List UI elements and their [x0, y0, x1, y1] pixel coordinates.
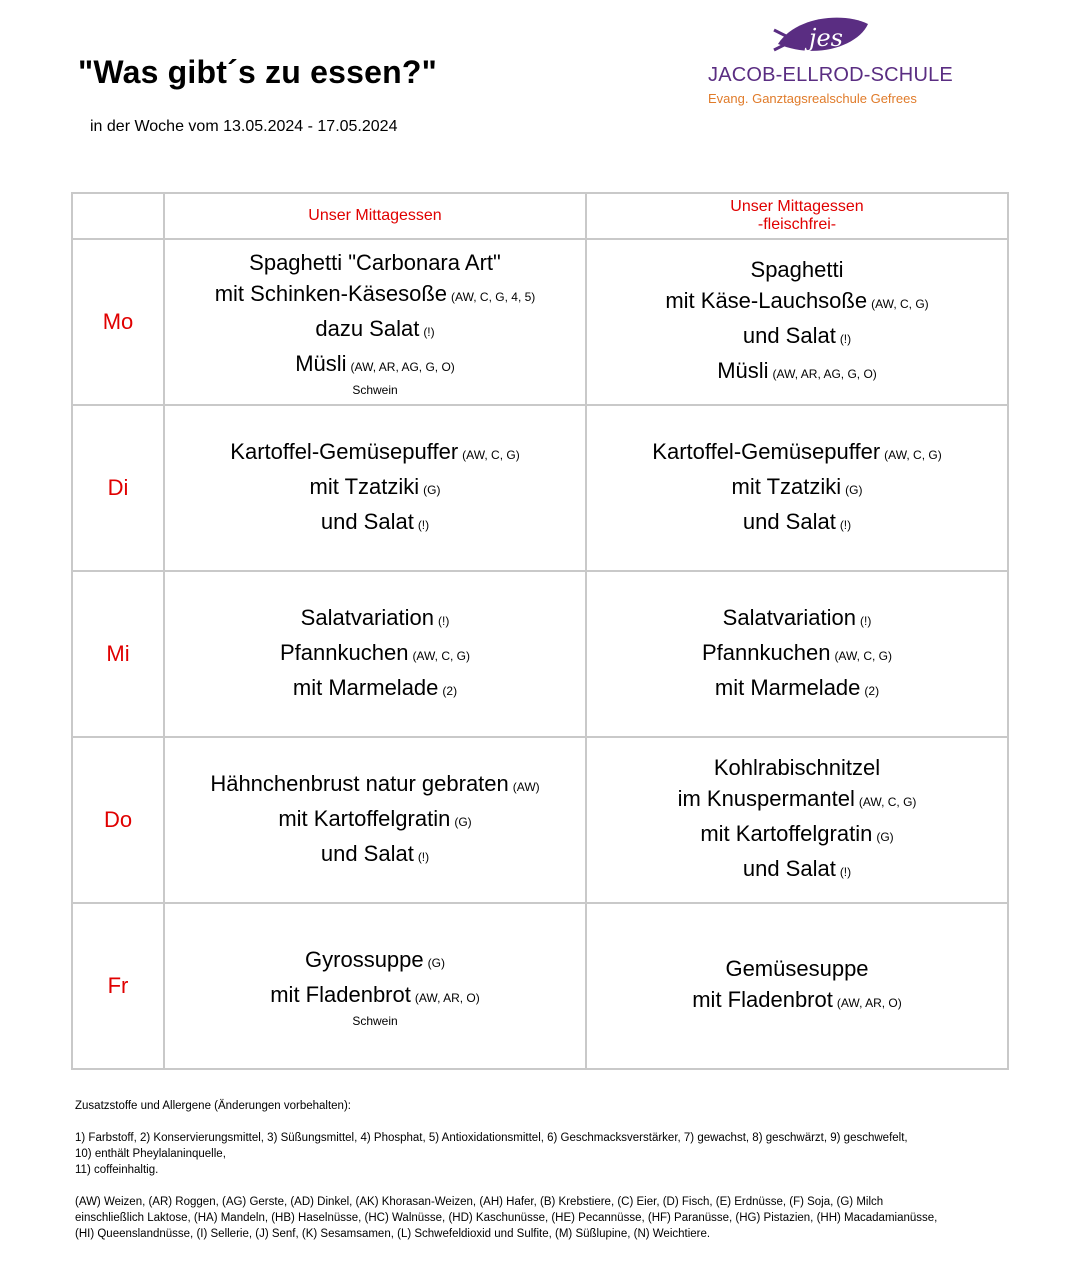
- menu-line: [587, 752, 1007, 783]
- school-name: JACOB-ELLROD-SCHULE: [708, 64, 953, 86]
- menu-line: [165, 637, 585, 672]
- menu-line: [165, 278, 585, 313]
- day-name: Do: [72, 737, 164, 903]
- dish-text: mit Marmelade: [292, 674, 439, 700]
- menu-line: [587, 637, 1007, 672]
- dish-text: Gyrossuppe: [305, 947, 424, 972]
- menu2-cell: [586, 737, 1008, 903]
- allergen-codes: (2): [442, 683, 458, 698]
- allergen-codes: (G): [454, 814, 472, 829]
- allergen-codes: (!): [839, 865, 852, 879]
- school-logo: [700, 14, 960, 114]
- allergen-codes: (AW, C, G): [871, 297, 929, 311]
- page-title: "Was gibt´s zu essen?": [78, 54, 437, 90]
- menu-line: [587, 471, 1007, 506]
- menu-line: [587, 783, 1007, 818]
- menu2-cell: [586, 903, 1008, 1069]
- menu-line: [165, 838, 585, 873]
- allergen-codes: (!): [839, 517, 852, 532]
- day-name: Di: [72, 405, 164, 571]
- dish-text: mit Fladenbrot: [692, 987, 833, 1012]
- legend: [75, 1098, 1015, 1242]
- menu-line: [165, 979, 585, 1014]
- week-range: in der Woche vom 13.05.2024 - 17.05.2024: [90, 118, 398, 135]
- meat-note: Schwein: [352, 1014, 398, 1028]
- dish-text: Pfannkuchen: [280, 639, 409, 665]
- dish-text: mit Fladenbrot: [270, 982, 411, 1007]
- menu-line: [587, 853, 1007, 888]
- allergen-codes: (G): [423, 482, 441, 497]
- menu-line: [587, 506, 1007, 541]
- allergen-codes: (!): [417, 517, 430, 532]
- menu-line: [165, 348, 585, 383]
- allergen-codes: (G): [845, 482, 863, 497]
- dish-text: mit Käse-Lauchsoße: [665, 288, 868, 313]
- allergen-codes: (!): [417, 849, 430, 864]
- dish-text: und Salat: [320, 840, 414, 866]
- header-menu2: [586, 193, 1008, 239]
- day-row: [72, 405, 1008, 571]
- menu-line: [165, 672, 585, 707]
- menu-line: [587, 953, 1007, 984]
- menu2-cell: [586, 571, 1008, 737]
- dish-text: und Salat: [742, 323, 836, 348]
- legend-additives-2: 10) enthält Pheylalaninquelle,: [75, 1148, 226, 1160]
- menu-line: [587, 320, 1007, 355]
- menu-line: [165, 803, 585, 838]
- dish-text: Salatvariation: [300, 604, 434, 630]
- allergen-codes: (AW, AR, AG, G, O): [350, 360, 455, 374]
- logo-mark: jes: [809, 24, 843, 52]
- menu-line: [165, 247, 585, 278]
- menu1-cell: [164, 903, 586, 1069]
- menu-line: [587, 672, 1007, 707]
- allergen-codes: (AW, AR, O): [836, 996, 902, 1010]
- menu1-cell: [164, 239, 586, 405]
- dish-text: und Salat: [742, 508, 836, 534]
- fish-logo-icon: [772, 14, 872, 60]
- menu-line: [165, 471, 585, 506]
- header-menu1-label: Unser Mittagessen: [308, 207, 442, 224]
- menu-line: [587, 436, 1007, 471]
- allergen-codes: (AW, C, G): [834, 648, 892, 663]
- dish-text: Kohlrabischnitzel: [713, 755, 881, 780]
- day-name: Mo: [72, 239, 164, 405]
- menu-line: [587, 984, 1007, 1019]
- allergen-codes: (G): [427, 956, 445, 970]
- dish-text: Müsli: [295, 351, 347, 376]
- allergen-codes: (AW, C, G): [412, 648, 470, 663]
- menu-line: [587, 602, 1007, 637]
- menu-line: [165, 768, 585, 803]
- allergen-codes: (AW, AR, AG, G, O): [772, 367, 877, 381]
- menu1-cell: [164, 571, 586, 737]
- legend-additives-3: 11) coffeinhaltig.: [75, 1164, 159, 1176]
- header-row: [72, 193, 1008, 239]
- menu1-cell: [164, 405, 586, 571]
- allergen-codes: (!): [839, 332, 852, 346]
- dish-text: dazu Salat: [315, 316, 420, 341]
- legend-additives-1: 1) Farbstoff, 2) Konservierungsmittel, 3) Süßungsmittel, 4) Phosphat, 5) Antioxidationsmittel, 6) Geschmacksverstärker, 7) gewachst, 8) geschwärzt, 9) geschwefelt,: [75, 1132, 908, 1144]
- allergen-codes: (!): [437, 613, 450, 628]
- day-name: Fr: [72, 903, 164, 1069]
- allergen-codes: (AW, C, G): [858, 795, 917, 809]
- menu-line: [587, 285, 1007, 320]
- day-row: [72, 737, 1008, 903]
- dish-text: Kartoffel-Gemüsepuffer: [230, 438, 459, 464]
- menu-table: [71, 192, 1009, 1070]
- dish-text: Kartoffel-Gemüsepuffer: [652, 438, 881, 464]
- header-menu2-sublabel: -fleischfrei-: [757, 216, 837, 233]
- allergen-codes: (!): [423, 325, 435, 339]
- day-row: [72, 571, 1008, 737]
- menu-line: [587, 355, 1007, 390]
- allergen-codes: (!): [859, 613, 872, 628]
- legend-heading: Zusatzstoffe und Allergene (Änderungen vorbehalten):: [75, 1100, 351, 1112]
- dish-text: mit Kartoffelgratin: [700, 821, 873, 846]
- menu1-cell: [164, 737, 586, 903]
- school-subtitle: Evang. Ganztagsrealschule Gefrees: [708, 91, 917, 106]
- day-row: [72, 239, 1008, 405]
- allergen-codes: (AW, C, G): [884, 447, 942, 462]
- menu-line: [165, 506, 585, 541]
- menu2-cell: [586, 405, 1008, 571]
- dish-text: Müsli: [717, 358, 769, 383]
- allergen-codes: (AW, AR, O): [414, 991, 480, 1005]
- dish-text: Salatvariation: [722, 604, 856, 630]
- dish-text: und Salat: [742, 856, 836, 881]
- legend-allergens-1: (AW) Weizen, (AR) Roggen, (AG) Gerste, (AD) Dinkel, (AK) Khorasan-Weizen, (AH) Hafer, (B) Krebstiere, (C) Eier, (D) Fisch, (E) Erdnüsse, (F) Soja, (G) Milch: [75, 1196, 884, 1208]
- dish-text: mit Schinken-Käsesoße: [214, 281, 448, 306]
- dish-text: Hähnchenbrust natur gebraten: [210, 770, 509, 796]
- header-day-cell: [72, 193, 164, 239]
- allergen-codes: (G): [876, 830, 894, 844]
- dish-text: und Salat: [320, 508, 414, 534]
- menu-line: [165, 313, 585, 348]
- dish-text: im Knuspermantel: [677, 786, 855, 811]
- menu-line: [587, 254, 1007, 285]
- dish-text: Spaghetti: [750, 257, 844, 282]
- legend-allergens-3: (HI) Queenslandnüsse, (I) Sellerie, (J) Senf, (K) Sesamsamen, (L) Schwefeldioxid und Sulfite, (M) Süßlupine, (N) Weichtiere.: [75, 1228, 711, 1240]
- dish-text: Spaghetti "Carbonara Art": [249, 250, 501, 275]
- menu-line: [165, 602, 585, 637]
- header-menu2-label: Unser Mittagessen: [730, 198, 864, 215]
- allergen-codes: (AW, C, G): [462, 447, 520, 462]
- meat-note: Schwein: [352, 383, 398, 397]
- allergen-codes: (AW, C, G, 4, 5): [451, 290, 536, 304]
- dish-text: mit Tzatziki: [731, 473, 842, 499]
- menu-line: [165, 436, 585, 471]
- menu2-cell: [586, 239, 1008, 405]
- allergen-codes: (AW): [512, 779, 540, 794]
- legend-allergens-2: einschließlich Laktose, (HA) Mandeln, (HB) Haselnüsse, (HC) Walnüsse, (HD) Kaschunüsse, (HE) Pecannüsse, (HF) Paranüsse, (HG) Pistazien, (HH) Macadamianüsse,: [75, 1212, 938, 1224]
- dish-text: mit Kartoffelgratin: [278, 805, 451, 831]
- header-menu1: [164, 193, 586, 239]
- day-row: [72, 903, 1008, 1069]
- dish-text: mit Tzatziki: [309, 473, 420, 499]
- dish-text: Gemüsesuppe: [725, 956, 869, 981]
- dish-text: mit Marmelade: [714, 674, 861, 700]
- day-name: Mi: [72, 571, 164, 737]
- menu-line: [587, 818, 1007, 853]
- dish-text: Pfannkuchen: [702, 639, 831, 665]
- menu-line: [165, 944, 585, 979]
- allergen-codes: (2): [864, 683, 880, 698]
